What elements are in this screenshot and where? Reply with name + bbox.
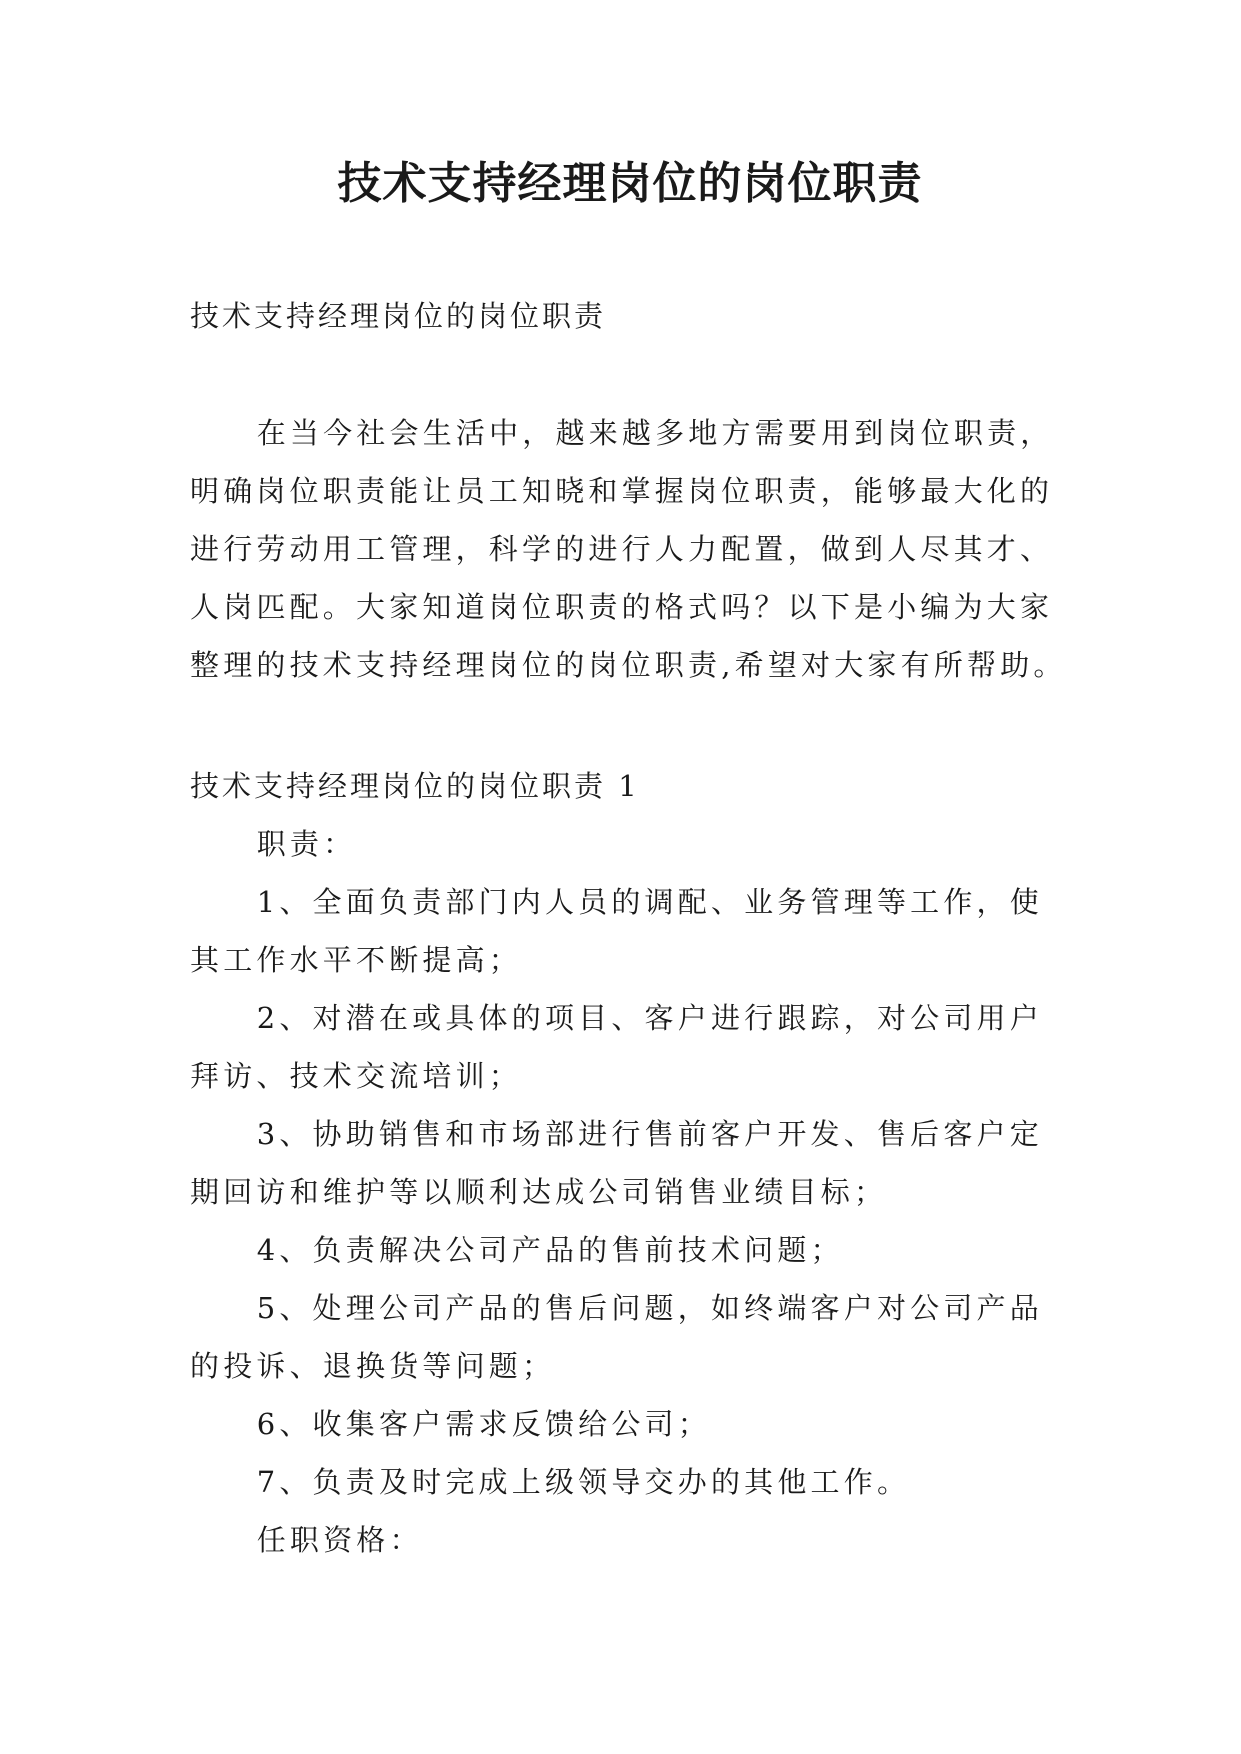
duties-section bbox=[190, 757, 1070, 1569]
document-subtitle: 技术支持经理岗位的岗位职责 bbox=[190, 299, 607, 333]
section-heading: 技术支持经理岗位的岗位职责 1 bbox=[190, 769, 640, 803]
intro-paragraph: 在当今社会生活中，越来越多地方需要用到岗位职责，明确岗位职责能让员工知晓和掌握岗位职责，能够最大化的进行劳动用工管理，科学的进行人力配置，做到人尽其才、人岗匹配。大家知道岗位职责的格式吗？以下是小编为大家整理的技术支持经理岗位的岗位职责,希望对大家有所帮助。 bbox=[190, 416, 1067, 682]
duty-item: 7、负责及时完成上级领导交办的其他工作。 bbox=[256, 1465, 911, 1499]
qualifications-label: 任职资格： bbox=[256, 1523, 423, 1557]
duty-item: 3、协助销售和市场部进行售前客户开发、售后客户定期回访和维护等以顺利达成公司销售业绩目标； bbox=[190, 1117, 1043, 1209]
duty-item: 1、全面负责部门内人员的调配、业务管理等工作，使其工作水平不断提高； bbox=[190, 885, 1043, 977]
duty-item: 5、处理公司产品的售后问题，如终端客户对公司产品的投诉、退换货等问题； bbox=[190, 1291, 1043, 1383]
duty-item: 2、对潜在或具体的项目、客户进行跟踪，对公司用户拜访、技术交流培训； bbox=[190, 1001, 1043, 1093]
duty-item: 4、负责解决公司产品的售前技术问题； bbox=[256, 1233, 844, 1267]
duty-item: 6、收集客户需求反馈给公司； bbox=[256, 1407, 711, 1441]
document-title: 技术支持经理岗位的岗位职责 bbox=[337, 158, 923, 209]
duties-label: 职责： bbox=[256, 827, 357, 861]
